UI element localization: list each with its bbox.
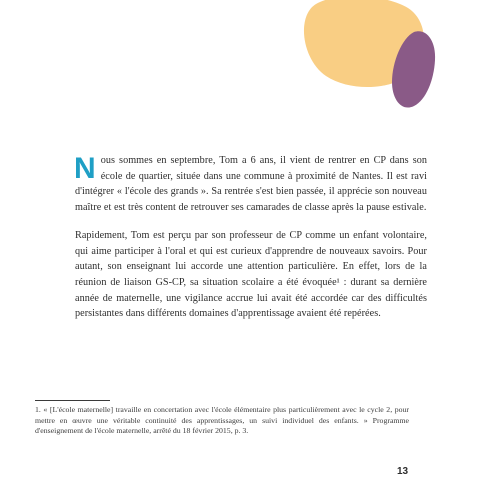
drop-cap: N xyxy=(74,152,96,185)
purple-blob-shape xyxy=(392,31,435,107)
paragraph-1 xyxy=(75,153,427,216)
paragraph-2: Rapidement, Tom est perçu par son professeur de CP comme un enfant volontaire, qui aime participer à l'oral et qui est curieux d'apprendre de nouveaux savoirs. Pour autant, son enseignant lui accorde une attention particulière. En effet, lors de la réunion de liaison GS-CP, sa situation scolaire a été évoquée¹ : durant sa dernière année de maternelle, une vigilance accrue lui avait été accordée car des difficultés persistantes dans différents domaines d'apprentissage avaient été repérées. xyxy=(75,229,427,320)
yellow-blob-shape xyxy=(304,0,424,87)
paragraph-1-text: ous sommes en septembre, Tom a 6 ans, il vient de rentrer en CP dans son école de quartier, située dans une commune à proximité de Nantes. Il est ravi d'intégrer « l'école des grands ». Sa rentrée s'est bien passée, il apprécie son nouveau maître et est très content de retrouver ses camarades de classe après la pause estivale. xyxy=(75,155,427,214)
footnote-divider xyxy=(35,400,110,401)
footnote: 1. « [L'école maternelle] travaille en concertation avec l'école élémentaire plus particulièrement avec le cycle 2, pour mettre en œuvre une véritable continuité des apprentissages, un suivi individuel des enfants. » Programme d'enseignement de l'école maternelle, arrêté du 18 février 2015, p. 3. xyxy=(35,405,409,436)
main-text xyxy=(75,153,427,322)
page-number: 13 xyxy=(397,466,409,477)
